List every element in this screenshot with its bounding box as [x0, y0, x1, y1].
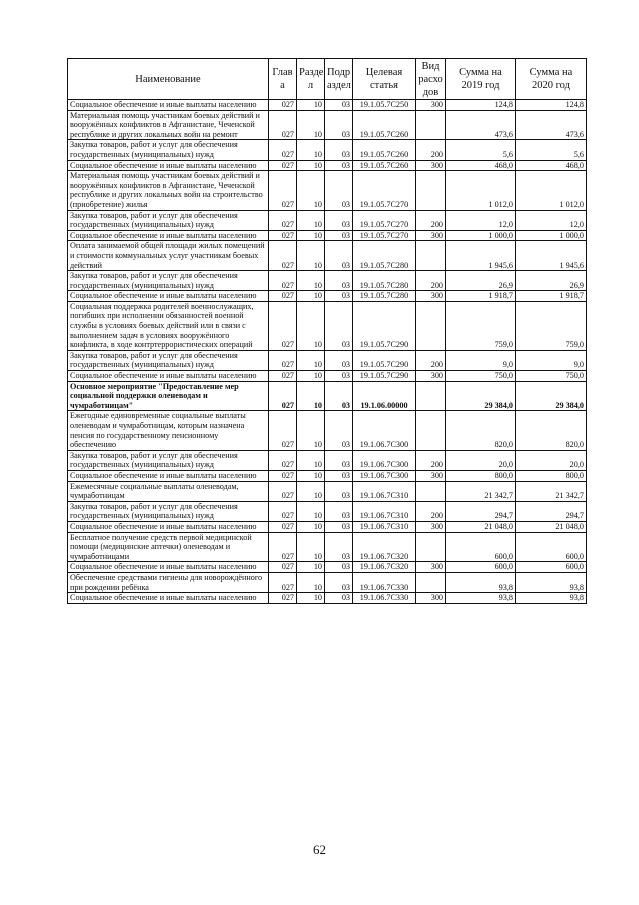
cell-vid [416, 572, 446, 592]
cell-glava: 027 [269, 593, 297, 604]
cell-razdel: 10 [297, 481, 325, 501]
cell-sum-2019: 600,0 [446, 532, 516, 562]
cell-sum-2020: 468,0 [516, 160, 587, 171]
cell-sum-2019: 20,0 [446, 450, 516, 470]
cell-name: Закупка товаров, работ и услуг для обеспечения государственных (муниципальных) нужд [68, 501, 269, 521]
cell-vid: 200 [416, 350, 446, 370]
cell-target: 19.1.06.7С300 [353, 411, 416, 450]
table-row [68, 521, 587, 532]
cell-sum-2020: 93,8 [516, 593, 587, 604]
cell-razdel: 10 [297, 230, 325, 241]
header-sum-2019: Сумма на 2019 год [446, 59, 516, 100]
cell-target: 19.1.05.7С270 [353, 171, 416, 210]
table-row [68, 501, 587, 521]
cell-name: Бесплатное получение средств первой медицинской помощи (медицинские аптечки) оленеводам и чумработницами [68, 532, 269, 562]
cell-target: 19.1.05.7С270 [353, 230, 416, 241]
cell-glava: 027 [269, 171, 297, 210]
cell-sum-2020: 20,0 [516, 450, 587, 470]
cell-sum-2020: 124,8 [516, 100, 587, 111]
cell-sum-2019: 21 342,7 [446, 481, 516, 501]
cell-sum-2019: 294,7 [446, 501, 516, 521]
cell-sum-2020: 1 000,0 [516, 230, 587, 241]
cell-target: 19.1.06.00000 [353, 381, 416, 411]
cell-vid: 200 [416, 450, 446, 470]
cell-target: 19.1.06.7С330 [353, 572, 416, 592]
table-row [68, 381, 587, 411]
cell-name: Социальное обеспечение и иные выплаты населению [68, 593, 269, 604]
cell-sum-2019: 473,6 [446, 110, 516, 140]
cell-target: 19.1.05.7С260 [353, 110, 416, 140]
cell-name: Обеспечение средствами гигиены для новорождённого при рождении ребёнка [68, 572, 269, 592]
cell-glava: 027 [269, 241, 297, 271]
table-row [68, 241, 587, 271]
cell-glava: 027 [269, 562, 297, 573]
cell-name: Материальная помощь участникам боевых действий и вооружённых конфликтов в Афганистане, Чеченской республике и других локальных войн на ремонт [68, 110, 269, 140]
table-row [68, 572, 587, 592]
cell-glava: 027 [269, 100, 297, 111]
table-row [68, 593, 587, 604]
cell-name: Социальное обеспечение и иные выплаты населению [68, 470, 269, 481]
cell-vid: 300 [416, 100, 446, 111]
cell-podrazdel: 03 [325, 450, 353, 470]
cell-vid [416, 301, 446, 350]
table-row [68, 291, 587, 302]
cell-podrazdel: 03 [325, 350, 353, 370]
cell-glava: 027 [269, 271, 297, 291]
cell-target: 19.1.05.7С280 [353, 291, 416, 302]
budget-table [67, 58, 587, 604]
cell-target: 19.1.06.7С320 [353, 562, 416, 573]
header-row [68, 59, 587, 100]
header-razdel: Разде л [297, 59, 325, 100]
cell-target: 19.1.06.7С310 [353, 481, 416, 501]
header-sum-2020: Сумма на 2020 год [516, 59, 587, 100]
cell-vid [416, 110, 446, 140]
cell-glava: 027 [269, 110, 297, 140]
cell-vid [416, 411, 446, 450]
cell-sum-2019: 93,8 [446, 593, 516, 604]
cell-razdel: 10 [297, 562, 325, 573]
table-row [68, 230, 587, 241]
cell-glava: 027 [269, 450, 297, 470]
cell-sum-2019: 1 012,0 [446, 171, 516, 210]
cell-vid: 300 [416, 230, 446, 241]
cell-name: Ежегодные единовременные социальные выплаты оленеводам и чумработницам, которым назначена пенсия по государственному пенсионному обеспечению [68, 411, 269, 450]
cell-target: 19.1.05.7С270 [353, 210, 416, 230]
cell-razdel: 10 [297, 371, 325, 382]
cell-sum-2020: 1 945,6 [516, 241, 587, 271]
header-podrazdel: Подр аздел [325, 59, 353, 100]
cell-vid [416, 481, 446, 501]
cell-name: Материальная помощь участникам боевых действий и вооружённых конфликтов в Афганистане, Чеченской республике и других локальных войн на строительство (приобретение) жилья [68, 171, 269, 210]
cell-name: Социальное обеспечение и иные выплаты населению [68, 230, 269, 241]
cell-glava: 027 [269, 532, 297, 562]
table-header [68, 59, 587, 100]
cell-glava: 027 [269, 501, 297, 521]
cell-razdel: 10 [297, 110, 325, 140]
cell-name: Закупка товаров, работ и услуг для обеспечения государственных (муниципальных) нужд [68, 350, 269, 370]
cell-name: Социальное обеспечение и иные выплаты населению [68, 100, 269, 111]
cell-sum-2020: 759,0 [516, 301, 587, 350]
cell-vid [416, 532, 446, 562]
cell-vid: 300 [416, 521, 446, 532]
cell-razdel: 10 [297, 532, 325, 562]
cell-vid: 300 [416, 291, 446, 302]
cell-razdel: 10 [297, 381, 325, 411]
cell-glava: 027 [269, 230, 297, 241]
header-glava: Глав а [269, 59, 297, 100]
cell-podrazdel: 03 [325, 521, 353, 532]
cell-target: 19.1.06.7С310 [353, 501, 416, 521]
page-number: 62 [313, 842, 326, 857]
cell-sum-2020: 1 918,7 [516, 291, 587, 302]
cell-podrazdel: 03 [325, 230, 353, 241]
table-row [68, 140, 587, 160]
cell-podrazdel: 03 [325, 100, 353, 111]
table-row [68, 110, 587, 140]
cell-glava: 027 [269, 470, 297, 481]
cell-razdel: 10 [297, 501, 325, 521]
cell-podrazdel: 03 [325, 501, 353, 521]
cell-podrazdel: 03 [325, 110, 353, 140]
cell-sum-2020: 600,0 [516, 532, 587, 562]
cell-glava: 027 [269, 481, 297, 501]
cell-razdel: 10 [297, 470, 325, 481]
cell-glava: 027 [269, 210, 297, 230]
cell-sum-2020: 21 048,0 [516, 521, 587, 532]
cell-podrazdel: 03 [325, 241, 353, 271]
cell-name: Закупка товаров, работ и услуг для обеспечения государственных (муниципальных) нужд [68, 210, 269, 230]
cell-razdel: 10 [297, 350, 325, 370]
cell-razdel: 10 [297, 291, 325, 302]
cell-name: Социальное обеспечение и иные выплаты населению [68, 562, 269, 573]
cell-vid: 300 [416, 160, 446, 171]
cell-sum-2019: 468,0 [446, 160, 516, 171]
cell-vid [416, 241, 446, 271]
cell-glava: 027 [269, 572, 297, 592]
cell-glava: 027 [269, 521, 297, 532]
cell-razdel: 10 [297, 593, 325, 604]
table-row [68, 160, 587, 171]
cell-sum-2019: 750,0 [446, 371, 516, 382]
cell-sum-2020: 1 012,0 [516, 171, 587, 210]
table-row [68, 210, 587, 230]
table-row [68, 532, 587, 562]
table-row [68, 271, 587, 291]
cell-sum-2020: 9,0 [516, 350, 587, 370]
table-row [68, 450, 587, 470]
cell-glava: 027 [269, 350, 297, 370]
cell-target: 19.1.05.7С250 [353, 100, 416, 111]
cell-podrazdel: 03 [325, 210, 353, 230]
table-row [68, 100, 587, 111]
cell-sum-2019: 26,9 [446, 271, 516, 291]
table-row [68, 562, 587, 573]
cell-sum-2019: 800,0 [446, 470, 516, 481]
cell-sum-2020: 26,9 [516, 271, 587, 291]
cell-razdel: 10 [297, 521, 325, 532]
cell-name: Социальная поддержка родителей военнослужащих, погибших при исполнении обязанностей военной службы в условиях боевых действий или в связи с выполнением задач в условиях вооружённого конфликта, в ходе контртеррористических операций [68, 301, 269, 350]
cell-vid: 300 [416, 371, 446, 382]
header-target: Целевая статья [353, 59, 416, 100]
cell-razdel: 10 [297, 241, 325, 271]
cell-sum-2020: 473,6 [516, 110, 587, 140]
cell-podrazdel: 03 [325, 532, 353, 562]
cell-podrazdel: 03 [325, 481, 353, 501]
cell-vid [416, 171, 446, 210]
cell-target: 19.1.05.7С290 [353, 371, 416, 382]
cell-sum-2019: 820,0 [446, 411, 516, 450]
cell-glava: 027 [269, 371, 297, 382]
cell-sum-2019: 124,8 [446, 100, 516, 111]
cell-vid: 300 [416, 470, 446, 481]
cell-razdel: 10 [297, 100, 325, 111]
cell-podrazdel: 03 [325, 562, 353, 573]
cell-podrazdel: 03 [325, 160, 353, 171]
cell-razdel: 10 [297, 160, 325, 171]
table-row [68, 470, 587, 481]
cell-razdel: 10 [297, 411, 325, 450]
cell-name: Основное мероприятие "Предоставление мер социальной поддержки оленеводам и чумработницам" [68, 381, 269, 411]
cell-podrazdel: 03 [325, 371, 353, 382]
cell-target: 19.1.06.7С300 [353, 450, 416, 470]
cell-name: Социальное обеспечение и иные выплаты населению [68, 291, 269, 302]
cell-sum-2020: 12,0 [516, 210, 587, 230]
cell-vid: 200 [416, 210, 446, 230]
cell-name: Социальное обеспечение и иные выплаты населению [68, 371, 269, 382]
cell-sum-2019: 1 918,7 [446, 291, 516, 302]
header-vid: Вид расхо дов [416, 59, 446, 100]
cell-name: Закупка товаров, работ и услуг для обеспечения государственных (муниципальных) нужд [68, 140, 269, 160]
cell-vid: 200 [416, 271, 446, 291]
table-row [68, 301, 587, 350]
cell-podrazdel: 03 [325, 171, 353, 210]
cell-sum-2019: 29 384,0 [446, 381, 516, 411]
cell-podrazdel: 03 [325, 381, 353, 411]
cell-sum-2020: 750,0 [516, 371, 587, 382]
cell-vid: 200 [416, 501, 446, 521]
cell-podrazdel: 03 [325, 291, 353, 302]
cell-podrazdel: 03 [325, 140, 353, 160]
cell-razdel: 10 [297, 171, 325, 210]
cell-podrazdel: 03 [325, 271, 353, 291]
cell-razdel: 10 [297, 301, 325, 350]
table-row [68, 371, 587, 382]
table-row [68, 481, 587, 501]
cell-sum-2019: 600,0 [446, 562, 516, 573]
cell-vid: 200 [416, 140, 446, 160]
cell-glava: 027 [269, 411, 297, 450]
cell-vid [416, 381, 446, 411]
cell-podrazdel: 03 [325, 301, 353, 350]
cell-sum-2019: 93,8 [446, 572, 516, 592]
cell-sum-2020: 29 384,0 [516, 381, 587, 411]
cell-name: Закупка товаров, работ и услуг для обеспечения государственных (муниципальных) нужд [68, 271, 269, 291]
cell-sum-2020: 21 342,7 [516, 481, 587, 501]
cell-razdel: 10 [297, 271, 325, 291]
cell-podrazdel: 03 [325, 572, 353, 592]
cell-glava: 027 [269, 160, 297, 171]
cell-glava: 027 [269, 301, 297, 350]
cell-podrazdel: 03 [325, 593, 353, 604]
cell-razdel: 10 [297, 450, 325, 470]
cell-sum-2020: 820,0 [516, 411, 587, 450]
header-name: Наименование [68, 59, 269, 100]
cell-glava: 027 [269, 291, 297, 302]
cell-sum-2020: 294,7 [516, 501, 587, 521]
cell-name: Социальное обеспечение и иные выплаты населению [68, 521, 269, 532]
cell-vid: 300 [416, 593, 446, 604]
table-row [68, 171, 587, 210]
cell-target: 19.1.06.7С320 [353, 532, 416, 562]
cell-razdel: 10 [297, 140, 325, 160]
cell-podrazdel: 03 [325, 470, 353, 481]
cell-target: 19.1.05.7С260 [353, 140, 416, 160]
cell-sum-2019: 5,6 [446, 140, 516, 160]
cell-target: 19.1.06.7С300 [353, 470, 416, 481]
cell-target: 19.1.06.7С330 [353, 593, 416, 604]
cell-podrazdel: 03 [325, 411, 353, 450]
cell-name: Закупка товаров, работ и услуг для обеспечения государственных (муниципальных) нужд [68, 450, 269, 470]
cell-target: 19.1.06.7С310 [353, 521, 416, 532]
table-row [68, 411, 587, 450]
cell-sum-2020: 5,6 [516, 140, 587, 160]
cell-target: 19.1.05.7С290 [353, 350, 416, 370]
table-row [68, 350, 587, 370]
cell-target: 19.1.05.7С260 [353, 160, 416, 171]
cell-razdel: 10 [297, 210, 325, 230]
cell-target: 19.1.05.7С280 [353, 271, 416, 291]
cell-target: 19.1.05.7С280 [353, 241, 416, 271]
cell-razdel: 10 [297, 572, 325, 592]
cell-target: 19.1.05.7С290 [353, 301, 416, 350]
cell-sum-2019: 759,0 [446, 301, 516, 350]
cell-sum-2019: 21 048,0 [446, 521, 516, 532]
cell-sum-2019: 1 000,0 [446, 230, 516, 241]
cell-sum-2019: 9,0 [446, 350, 516, 370]
cell-name: Ежемесячные социальные выплаты оленеводам, чумработницам [68, 481, 269, 501]
cell-glava: 027 [269, 381, 297, 411]
cell-name: Социальное обеспечение и иные выплаты населению [68, 160, 269, 171]
cell-name: Оплата занимаемой общей площади жилых помещений и стоимости коммунальных услуг участникам боевых действий [68, 241, 269, 271]
cell-vid: 300 [416, 562, 446, 573]
cell-sum-2020: 800,0 [516, 470, 587, 481]
cell-sum-2019: 12,0 [446, 210, 516, 230]
cell-sum-2020: 93,8 [516, 572, 587, 592]
cell-glava: 027 [269, 140, 297, 160]
cell-sum-2019: 1 945,6 [446, 241, 516, 271]
table-body [68, 100, 587, 604]
cell-sum-2020: 600,0 [516, 562, 587, 573]
